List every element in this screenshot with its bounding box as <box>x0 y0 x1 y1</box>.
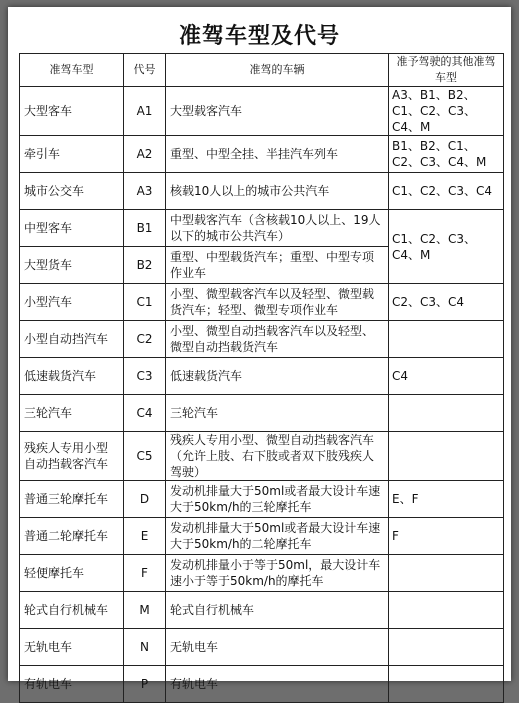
cell-license-type: 三轮汽车 <box>20 395 124 432</box>
cell-vehicles: 轮式自行机械车 <box>166 592 389 629</box>
cell-other-types: C4 <box>389 358 504 395</box>
cell-other-types <box>389 666 504 703</box>
header-code: 代号 <box>124 54 166 87</box>
cell-other-types <box>389 592 504 629</box>
cell-license-type: 低速载货汽车 <box>20 358 124 395</box>
cell-code: B2 <box>124 247 166 284</box>
cell-code: N <box>124 629 166 666</box>
cell-license-type: 中型客车 <box>20 210 124 247</box>
table-row <box>20 358 504 395</box>
cell-other-types <box>389 629 504 666</box>
cell-license-type: 大型货车 <box>20 247 124 284</box>
cell-code: E <box>124 518 166 555</box>
cell-code: F <box>124 555 166 592</box>
cell-license-type: 轮式自行机械车 <box>20 592 124 629</box>
cell-other-types: C1、C2、C3、C4 <box>389 173 504 210</box>
cell-license-type: 残疾人专用小型自动挡载客汽车 <box>20 432 124 481</box>
table-row <box>20 629 504 666</box>
cell-other-types <box>389 432 504 481</box>
table-row <box>20 518 504 555</box>
cell-code: C5 <box>124 432 166 481</box>
cell-vehicles: 小型、微型自动挡载客汽车以及轻型、微型自动挡载货汽车 <box>166 321 389 358</box>
cell-code: C4 <box>124 395 166 432</box>
cell-license-type: 小型汽车 <box>20 284 124 321</box>
cell-vehicles: 小型、微型载客汽车以及轻型、微型载货汽车；轻型、微型专项作业车 <box>166 284 389 321</box>
cell-license-type: 大型客车 <box>20 87 124 136</box>
table-row <box>20 210 504 247</box>
cell-license-type: 小型自动挡汽车 <box>20 321 124 358</box>
cell-license-type: 普通三轮摩托车 <box>20 481 124 518</box>
license-class-table <box>19 53 504 703</box>
table-row <box>20 555 504 592</box>
table-row <box>20 321 504 358</box>
cell-vehicles: 低速载货汽车 <box>166 358 389 395</box>
table-row <box>20 284 504 321</box>
cell-code: B1 <box>124 210 166 247</box>
cell-code: D <box>124 481 166 518</box>
cell-other-types: C1、C2、C3、C4、M <box>389 210 504 284</box>
table-row <box>20 432 504 481</box>
cell-vehicles: 三轮汽车 <box>166 395 389 432</box>
header-license-type: 准驾车型 <box>20 54 124 87</box>
cell-license-type: 有轨电车 <box>20 666 124 703</box>
cell-other-types: E、F <box>389 481 504 518</box>
table-row <box>20 87 504 136</box>
cell-license-type: 城市公交车 <box>20 173 124 210</box>
cell-code: C2 <box>124 321 166 358</box>
cell-vehicles: 有轨电车 <box>166 666 389 703</box>
cell-vehicles: 重型、中型全挂、半挂汽车列车 <box>166 136 389 173</box>
cell-vehicles: 发动机排量大于50ml或者最大设计车速大于50km/h的二轮摩托车 <box>166 518 389 555</box>
header-other-types: 准予驾驶的其他准驾车型 <box>389 54 504 87</box>
cell-vehicles: 重型、中型载货汽车；重型、中型专项作业车 <box>166 247 389 284</box>
header-vehicles: 准驾的车辆 <box>166 54 389 87</box>
cell-code: A1 <box>124 87 166 136</box>
cell-vehicles: 发动机排量小于等于50ml，最大设计车速小于等于50km/h的摩托车 <box>166 555 389 592</box>
cell-other-types <box>389 321 504 358</box>
cell-vehicles: 残疾人专用小型、微型自动挡载客汽车（允许上肢、右下肢或者双下肢残疾人驾驶） <box>166 432 389 481</box>
cell-code: A3 <box>124 173 166 210</box>
cell-vehicles: 大型载客汽车 <box>166 87 389 136</box>
page-title: 准驾车型及代号 <box>178 23 340 49</box>
table-header-row <box>20 54 504 87</box>
cell-vehicles: 发动机排量大于50ml或者最大设计车速大于50km/h的三轮摩托车 <box>166 481 389 518</box>
cell-other-types: B1、B2、C1、C2、C3、C4、M <box>389 136 504 173</box>
table-row <box>20 173 504 210</box>
table-row <box>20 481 504 518</box>
cell-other-types: A3、B1、B2、C1、C2、C3、C4、M <box>389 87 504 136</box>
table-row <box>20 666 504 703</box>
table-row <box>20 592 504 629</box>
document-page <box>8 7 511 691</box>
cell-other-types: F <box>389 518 504 555</box>
table-row <box>20 395 504 432</box>
cell-code: C1 <box>124 284 166 321</box>
cell-license-type: 牵引车 <box>20 136 124 173</box>
cell-code: M <box>124 592 166 629</box>
table-row <box>20 136 504 173</box>
cell-vehicles: 中型载客汽车（含核载10人以上、19人以下的城市公共汽车） <box>166 210 389 247</box>
cell-code: C3 <box>124 358 166 395</box>
cell-other-types <box>389 395 504 432</box>
cell-vehicles: 核载10人以上的城市公共汽车 <box>166 173 389 210</box>
cell-code: A2 <box>124 136 166 173</box>
cell-other-types: C2、C3、C4 <box>389 284 504 321</box>
cell-license-type: 轻便摩托车 <box>20 555 124 592</box>
cell-vehicles: 无轨电车 <box>166 629 389 666</box>
cell-license-type: 无轨电车 <box>20 629 124 666</box>
cell-license-type: 普通二轮摩托车 <box>20 518 124 555</box>
cell-code: P <box>124 666 166 703</box>
cell-other-types <box>389 555 504 592</box>
